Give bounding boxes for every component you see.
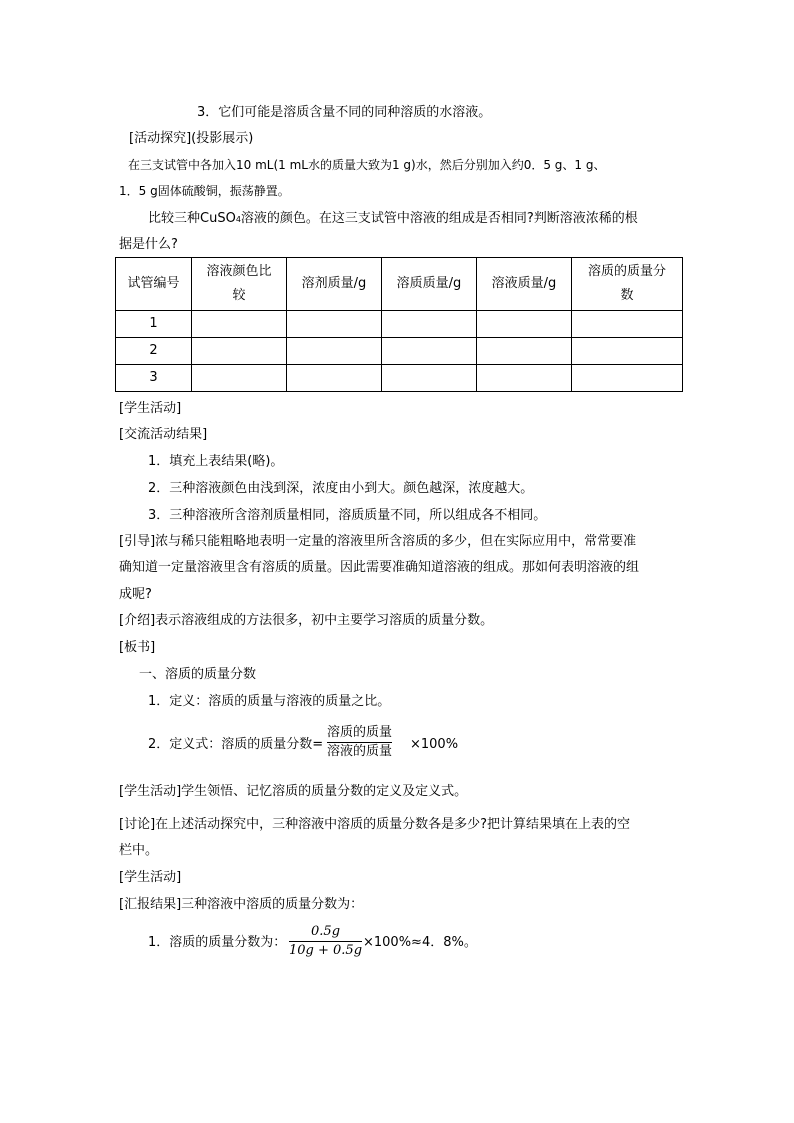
table-cell: [382, 365, 477, 392]
table-cell: [192, 338, 287, 365]
text-span: 溶液的颜色。在这三支试管中溶液的组成是否相同?判断溶液浓稀的根: [240, 211, 638, 226]
table-row: [116, 311, 683, 338]
section-label: [活动探究](投影展示): [129, 131, 254, 146]
fraction-numerator: 溶质的质量: [327, 725, 393, 740]
fraction: [327, 724, 392, 761]
table-header-cell: 溶剂质量/g: [287, 258, 382, 311]
section-label: [学生活动]: [119, 870, 182, 885]
table-cell: [287, 338, 382, 365]
table-cell: [477, 311, 572, 338]
table-header-cell: 溶液质量/g: [477, 258, 572, 311]
text-line: 1．定义：溶质的质量与溶液的质量之比。: [148, 694, 391, 709]
fraction-denominator: 溶液的质量: [327, 744, 393, 759]
formula-tail: ×100%≈4．8%。: [363, 935, 477, 950]
text-line: [讨论]在上述活动探究中，三种溶液中溶质的质量分数各是多少?把计算结果填在上表的空: [119, 817, 631, 832]
table-cell: [287, 311, 382, 338]
fraction: [289, 923, 362, 960]
text-line: [引导]浓与稀只能粗略地表明一定量的溶液里所含溶质的多少，但在实际应用中，常常要准: [119, 534, 637, 549]
text-line: 1．填充上表结果(略)。: [148, 454, 284, 469]
text-span: 比较三种CuSO: [148, 211, 236, 226]
table-header-cell: 溶液颜色比较: [192, 258, 287, 311]
table-cell: 3: [116, 365, 192, 392]
text-line: 1．5 g固体硫酸铜，振荡静置。: [119, 184, 290, 198]
table-cell: [572, 338, 683, 365]
fraction-numerator: 0.5g: [311, 924, 341, 939]
section-label: [板书]: [119, 640, 156, 655]
table-cell: 2: [116, 338, 192, 365]
text-line: [148, 210, 638, 229]
table-cell: [382, 338, 477, 365]
table-cell: [382, 311, 477, 338]
table-cell: [477, 365, 572, 392]
table-cell: [287, 365, 382, 392]
fraction-denominator: 10g + 0.5g: [289, 943, 363, 958]
table-header-cell: 溶质的质量分数: [572, 258, 683, 311]
table-header-cell: 溶质质量/g: [382, 258, 477, 311]
table-cell: 1: [116, 311, 192, 338]
table-header-cell: 试管编号: [116, 258, 192, 311]
table-cell: [192, 365, 287, 392]
text-line: 栏中。: [119, 843, 159, 858]
text-line: 确知道一定量溶液里含有溶质的质量。因此需要准确知道溶液的组成。那如何表明溶液的组: [119, 560, 640, 575]
formula-label: 2．定义式：溶质的质量分数=: [148, 737, 324, 752]
formula-tail: ×100%: [410, 737, 459, 752]
section-label: [学生活动]: [119, 401, 182, 416]
text-line: [学生活动]学生领悟、记忆溶质的质量分数的定义及定义式。: [119, 784, 468, 799]
table-row: [116, 338, 683, 365]
table-cell: [477, 338, 572, 365]
formula-label: 1．溶质的质量分数为：: [148, 935, 287, 950]
text-line: [汇报结果]三种溶液中溶质的质量分数为：: [119, 897, 364, 912]
text-line: 在三支试管中各加入10 mL(1 mL水的质量大致为1 g)水，然后分别加入约0．5 g、1 g、: [128, 158, 606, 172]
text-line: 3．三种溶液所含溶剂质量相同，溶质质量不同，所以组成各不相同。: [148, 508, 547, 523]
subscript: 4: [235, 215, 241, 224]
table-cell: [572, 311, 683, 338]
text-line: 2．三种溶液颜色由浅到深，浓度由小到大。颜色越深，浓度越大。: [148, 481, 534, 496]
text-line: 3．它们可能是溶质含量不同的同种溶质的水溶液。: [197, 105, 492, 120]
text-line: 据是什么?: [119, 237, 178, 252]
data-table: [115, 257, 683, 392]
text-line: [介绍]表示溶液组成的方法很多，初中主要学习溶质的质量分数。: [119, 613, 494, 628]
section-label: [交流活动结果]: [119, 427, 208, 442]
table-header-row: [116, 258, 683, 311]
text-line: 成呢?: [119, 587, 152, 602]
heading: 一、溶质的质量分数: [139, 667, 257, 682]
table-row: [116, 365, 683, 392]
table-cell: [572, 365, 683, 392]
table-cell: [192, 311, 287, 338]
